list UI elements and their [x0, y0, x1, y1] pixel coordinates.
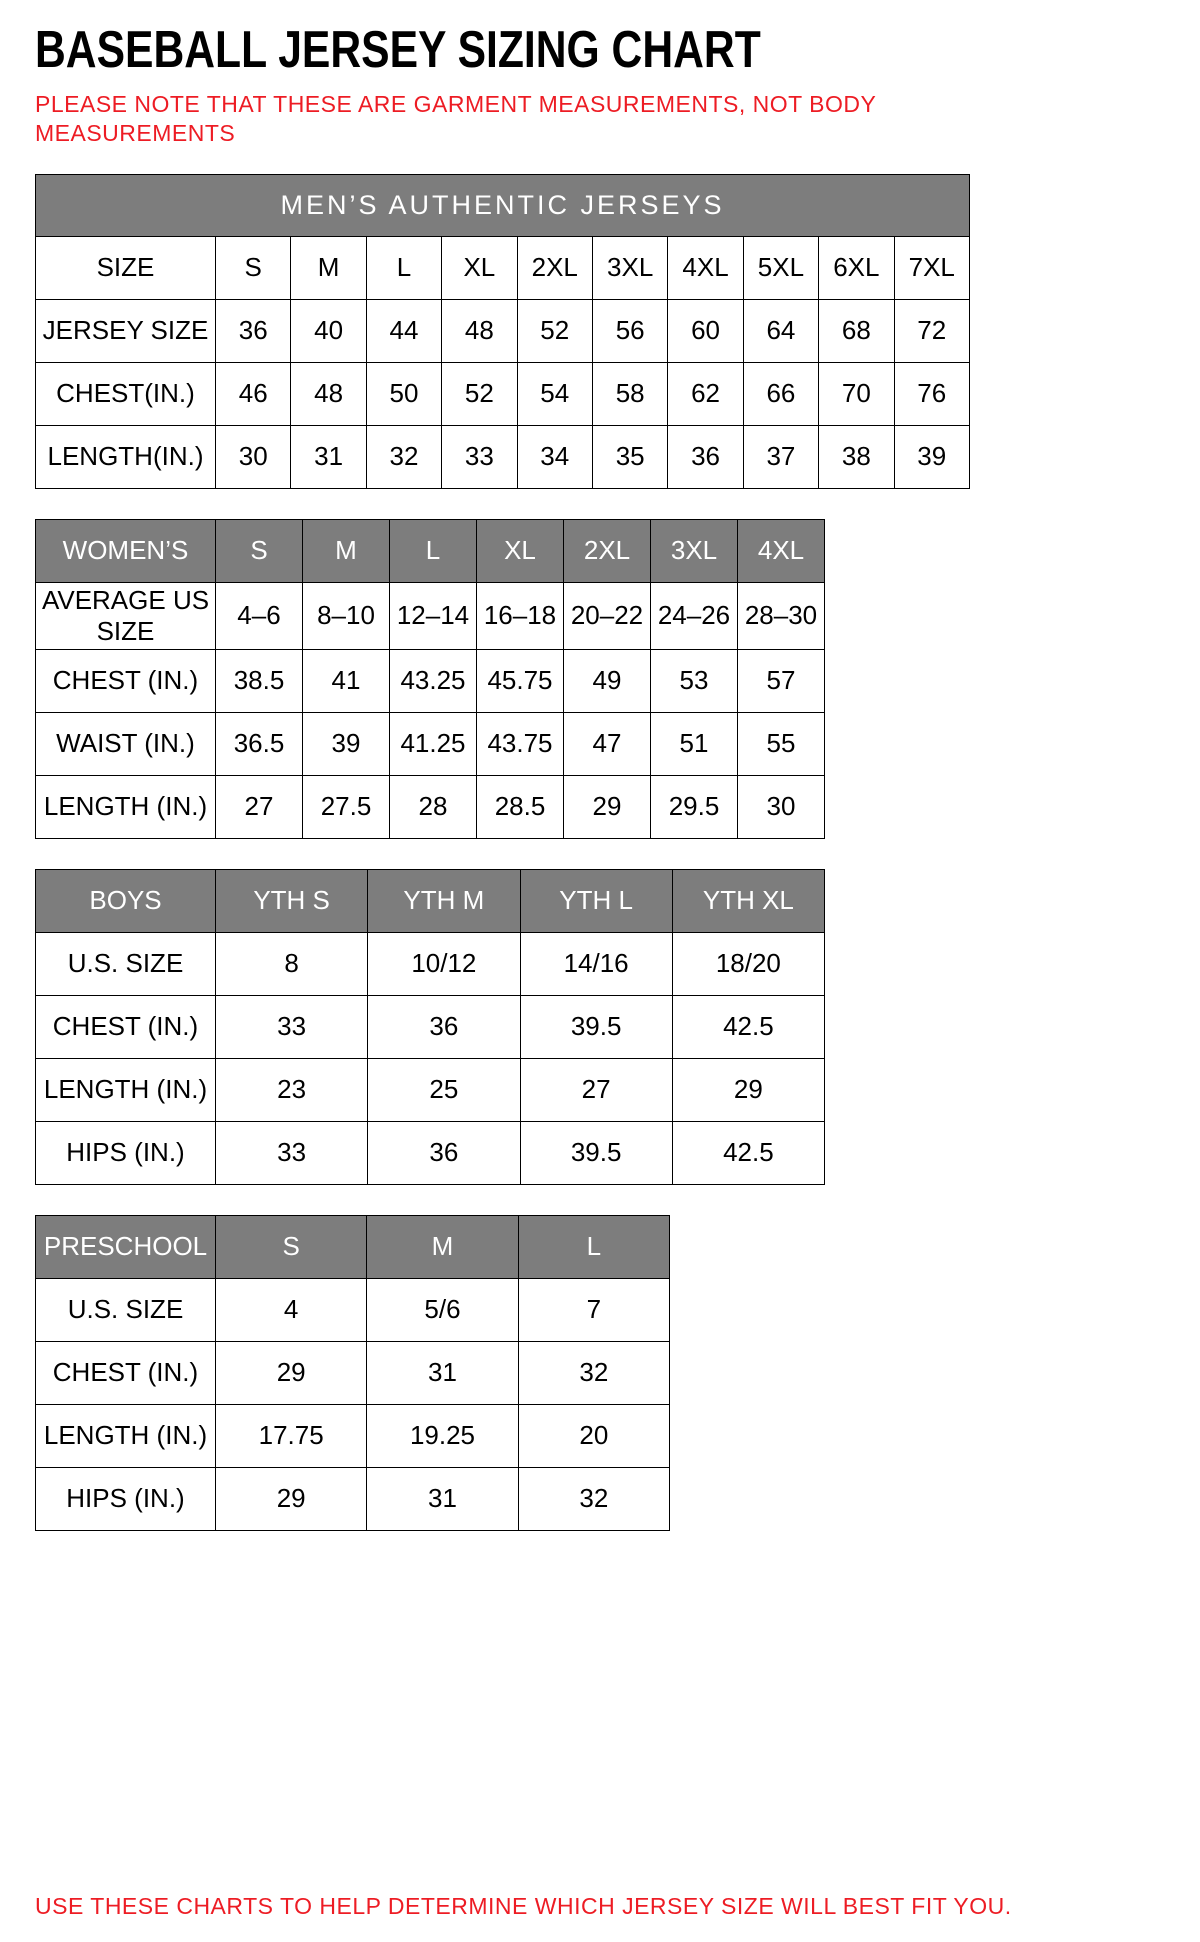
value-cell: 50	[366, 362, 441, 425]
mens-table-banner: MEN’S AUTHENTIC JERSEYS	[36, 174, 970, 236]
value-cell: 25	[368, 1058, 520, 1121]
row-label-cell: SIZE	[36, 236, 216, 299]
table-row	[36, 775, 825, 838]
row-label-cell: HIPS (IN.)	[36, 1121, 216, 1184]
value-cell: 36	[216, 299, 291, 362]
value-cell: 29	[216, 1467, 367, 1530]
value-cell: 52	[517, 299, 592, 362]
value-cell: 6XL	[819, 236, 894, 299]
column-header-cell: M	[367, 1215, 518, 1278]
value-cell: 29	[672, 1058, 824, 1121]
value-cell: 28	[390, 775, 477, 838]
value-cell: 34	[517, 425, 592, 488]
table-row	[36, 1467, 670, 1530]
value-cell: 57	[738, 649, 825, 712]
value-cell: XL	[442, 236, 517, 299]
column-header-cell: S	[216, 1215, 367, 1278]
row-label-cell: AVERAGE US SIZE	[36, 582, 216, 649]
value-cell: 40	[291, 299, 366, 362]
row-label-cell: LENGTH (IN.)	[36, 1058, 216, 1121]
value-cell: 4–6	[216, 582, 303, 649]
value-cell: 39	[303, 712, 390, 775]
preschool-table-title-cell: PRESCHOOL	[36, 1215, 216, 1278]
value-cell: 36	[368, 995, 520, 1058]
row-label-cell: HIPS (IN.)	[36, 1467, 216, 1530]
mens-size-table	[35, 174, 970, 489]
value-cell: 54	[517, 362, 592, 425]
table-row	[36, 425, 970, 488]
value-cell: 47	[564, 712, 651, 775]
value-cell: 31	[367, 1467, 518, 1530]
value-cell: 41	[303, 649, 390, 712]
value-cell: 32	[518, 1341, 669, 1404]
value-cell: 45.75	[477, 649, 564, 712]
column-header-cell: YTH L	[520, 869, 672, 932]
column-header-cell: YTH XL	[672, 869, 824, 932]
value-cell: 32	[366, 425, 441, 488]
value-cell: 2XL	[517, 236, 592, 299]
table-row	[36, 1341, 670, 1404]
value-cell: 31	[291, 425, 366, 488]
value-cell: 7	[518, 1278, 669, 1341]
value-cell: 49	[564, 649, 651, 712]
value-cell: 55	[738, 712, 825, 775]
value-cell: 12–14	[390, 582, 477, 649]
tables-container	[35, 174, 1200, 1531]
value-cell: 37	[743, 425, 818, 488]
value-cell: 23	[216, 1058, 368, 1121]
row-label-cell: LENGTH (IN.)	[36, 1404, 216, 1467]
value-cell: 38	[819, 425, 894, 488]
table-row	[36, 1058, 825, 1121]
value-cell: 39.5	[520, 995, 672, 1058]
value-cell: 28–30	[738, 582, 825, 649]
table-row	[36, 1404, 670, 1467]
value-cell: 8	[216, 932, 368, 995]
value-cell: 33	[216, 1121, 368, 1184]
womens-size-table	[35, 519, 825, 839]
value-cell: 30	[216, 425, 291, 488]
row-label-cell: CHEST (IN.)	[36, 1341, 216, 1404]
value-cell: 53	[651, 649, 738, 712]
value-cell: 28.5	[477, 775, 564, 838]
value-cell: 7XL	[894, 236, 969, 299]
value-cell: 76	[894, 362, 969, 425]
column-header-cell: 2XL	[564, 519, 651, 582]
value-cell: 43.75	[477, 712, 564, 775]
value-cell: 44	[366, 299, 441, 362]
value-cell: 8–10	[303, 582, 390, 649]
value-cell: 38.5	[216, 649, 303, 712]
value-cell: 42.5	[672, 1121, 824, 1184]
column-header-cell: XL	[477, 519, 564, 582]
row-label-cell: LENGTH(IN.)	[36, 425, 216, 488]
value-cell: 29	[564, 775, 651, 838]
value-cell: 14/16	[520, 932, 672, 995]
value-cell: 4XL	[668, 236, 743, 299]
preschool-size-table	[35, 1215, 670, 1531]
preschool-header-row	[36, 1215, 670, 1278]
table-row	[36, 299, 970, 362]
womens-table-title-cell: WOMEN’S	[36, 519, 216, 582]
row-label-cell: JERSEY SIZE	[36, 299, 216, 362]
value-cell: 48	[291, 362, 366, 425]
column-header-cell: L	[518, 1215, 669, 1278]
boys-table-title-cell: BOYS	[36, 869, 216, 932]
value-cell: 3XL	[592, 236, 667, 299]
row-label-cell: LENGTH (IN.)	[36, 775, 216, 838]
value-cell: 66	[743, 362, 818, 425]
value-cell: 46	[216, 362, 291, 425]
boys-header-row	[36, 869, 825, 932]
table-row	[36, 712, 825, 775]
garment-measurement-note: PLEASE NOTE THAT THESE ARE GARMENT MEASUREMENTS, NOT BODY MEASUREMENTS	[35, 91, 876, 146]
womens-header-row	[36, 519, 825, 582]
value-cell: 35	[592, 425, 667, 488]
value-cell: 39	[894, 425, 969, 488]
value-cell: 24–26	[651, 582, 738, 649]
value-cell: 42.5	[672, 995, 824, 1058]
row-label-cell: CHEST (IN.)	[36, 649, 216, 712]
boys-size-table	[35, 869, 825, 1185]
value-cell: 20	[518, 1404, 669, 1467]
value-cell: 10/12	[368, 932, 520, 995]
value-cell: 16–18	[477, 582, 564, 649]
value-cell: 60	[668, 299, 743, 362]
column-header-cell: YTH M	[368, 869, 520, 932]
table-row	[36, 1278, 670, 1341]
value-cell: L	[366, 236, 441, 299]
value-cell: 36	[668, 425, 743, 488]
table-row	[36, 362, 970, 425]
column-header-cell: S	[216, 519, 303, 582]
value-cell: 56	[592, 299, 667, 362]
row-label-cell: U.S. SIZE	[36, 1278, 216, 1341]
value-cell: 27	[216, 775, 303, 838]
value-cell: 43.25	[390, 649, 477, 712]
column-header-cell: YTH S	[216, 869, 368, 932]
column-header-cell: M	[303, 519, 390, 582]
value-cell: 4	[216, 1278, 367, 1341]
value-cell: M	[291, 236, 366, 299]
table-row	[36, 1121, 825, 1184]
value-cell: 68	[819, 299, 894, 362]
value-cell: 27	[520, 1058, 672, 1121]
column-header-cell: 4XL	[738, 519, 825, 582]
table-row	[36, 995, 825, 1058]
value-cell: 62	[668, 362, 743, 425]
table-row	[36, 932, 825, 995]
column-header-cell: 3XL	[651, 519, 738, 582]
row-label-cell: CHEST(IN.)	[36, 362, 216, 425]
row-label-cell: CHEST (IN.)	[36, 995, 216, 1058]
row-label-cell: U.S. SIZE	[36, 932, 216, 995]
value-cell: 31	[367, 1341, 518, 1404]
value-cell: 5/6	[367, 1278, 518, 1341]
table-row	[36, 582, 825, 649]
value-cell: 36.5	[216, 712, 303, 775]
value-cell: 29	[216, 1341, 367, 1404]
value-cell: 72	[894, 299, 969, 362]
value-cell: 51	[651, 712, 738, 775]
table-row	[36, 236, 970, 299]
value-cell: 52	[442, 362, 517, 425]
page-title: BASEBALL JERSEY SIZING CHART	[35, 21, 761, 79]
value-cell: 41.25	[390, 712, 477, 775]
value-cell: 64	[743, 299, 818, 362]
row-label-cell: WAIST (IN.)	[36, 712, 216, 775]
value-cell: 33	[442, 425, 517, 488]
value-cell: 70	[819, 362, 894, 425]
value-cell: 39.5	[520, 1121, 672, 1184]
value-cell: 27.5	[303, 775, 390, 838]
value-cell: S	[216, 236, 291, 299]
value-cell: 33	[216, 995, 368, 1058]
value-cell: 32	[518, 1467, 669, 1530]
footer-note: USE THESE CHARTS TO HELP DETERMINE WHICH JERSEY SIZE WILL BEST FIT YOU.	[35, 1893, 1012, 1919]
value-cell: 30	[738, 775, 825, 838]
value-cell: 20–22	[564, 582, 651, 649]
value-cell: 29.5	[651, 775, 738, 838]
table-row	[36, 649, 825, 712]
value-cell: 48	[442, 299, 517, 362]
value-cell: 5XL	[743, 236, 818, 299]
value-cell: 36	[368, 1121, 520, 1184]
value-cell: 17.75	[216, 1404, 367, 1467]
value-cell: 18/20	[672, 932, 824, 995]
column-header-cell: L	[390, 519, 477, 582]
value-cell: 58	[592, 362, 667, 425]
value-cell: 19.25	[367, 1404, 518, 1467]
